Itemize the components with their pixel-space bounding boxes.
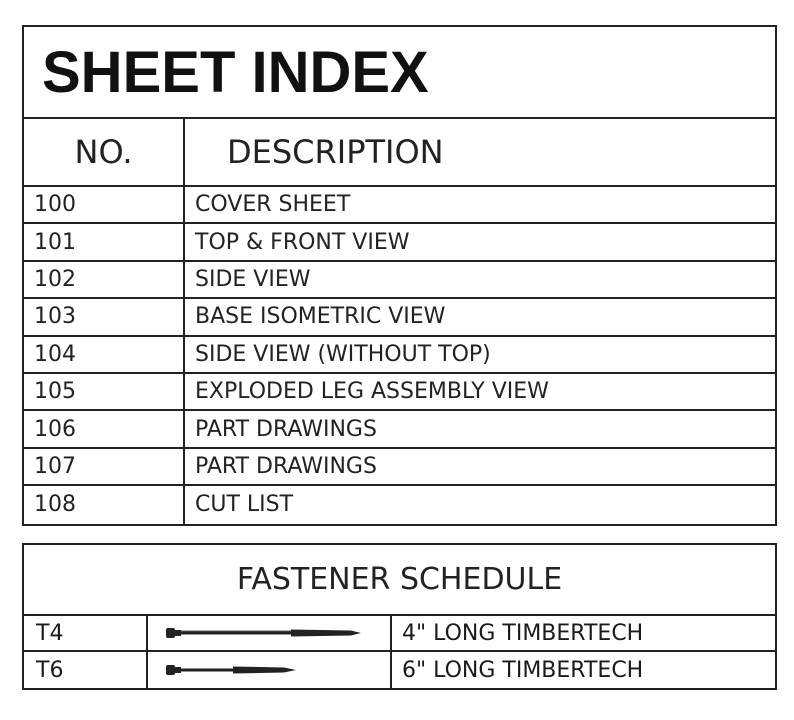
sheet-index-title-row <box>24 27 775 119</box>
sheet-number: 101 <box>24 224 185 259</box>
sheet-index-table <box>22 25 777 526</box>
fastener-illustration-cell <box>148 652 392 688</box>
table-row <box>24 486 775 523</box>
column-header-no: NO. <box>24 119 185 185</box>
table-row <box>24 337 775 374</box>
fastener-code: T6 <box>24 652 148 688</box>
sheet-description: SIDE VIEW (WITHOUT TOP) <box>195 341 491 367</box>
table-row <box>24 449 775 486</box>
table-row <box>24 187 775 224</box>
sheet-number: 107 <box>24 449 185 484</box>
table-row <box>24 262 775 299</box>
sheet-number: 108 <box>24 486 185 523</box>
sheet-number: 102 <box>24 262 185 297</box>
table-row <box>24 224 775 261</box>
short-screw-icon <box>166 660 366 680</box>
table-row <box>24 411 775 448</box>
sheet-number: 105 <box>24 374 185 409</box>
fastener-schedule-title: FASTENER SCHEDULE <box>24 545 775 616</box>
table-row <box>24 616 775 652</box>
fastener-schedule-table <box>22 543 777 690</box>
sheet-description: TOP & FRONT VIEW <box>195 229 410 255</box>
sheet-description: COVER SHEET <box>195 192 351 218</box>
sheet-number: 103 <box>24 299 185 334</box>
fastener-code: T4 <box>24 616 148 650</box>
sheet-index-header-row <box>24 119 775 187</box>
sheet-description: PART DRAWINGS <box>195 416 377 442</box>
fastener-illustration-cell <box>148 616 392 650</box>
fastener-description: 6" LONG TIMBERTECH <box>402 657 644 683</box>
sheet-description: CUT LIST <box>195 492 294 518</box>
sheet-description: EXPLODED LEG ASSEMBLY VIEW <box>195 379 549 405</box>
column-header-description: DESCRIPTION <box>227 133 444 171</box>
long-screw-icon <box>166 623 366 643</box>
sheet-description: BASE ISOMETRIC VIEW <box>195 304 446 330</box>
table-row <box>24 652 775 688</box>
table-row <box>24 299 775 336</box>
sheet-description: PART DRAWINGS <box>195 453 377 479</box>
sheet-index-body <box>24 187 775 524</box>
table-row <box>24 374 775 411</box>
fastener-description: 4" LONG TIMBERTECH <box>402 620 644 646</box>
sheet-description: SIDE VIEW <box>195 266 311 292</box>
sheet-number: 104 <box>24 337 185 372</box>
sheet-index-title: SHEET INDEX <box>42 39 429 105</box>
sheet-number: 106 <box>24 411 185 446</box>
sheet-number: 100 <box>24 187 185 222</box>
